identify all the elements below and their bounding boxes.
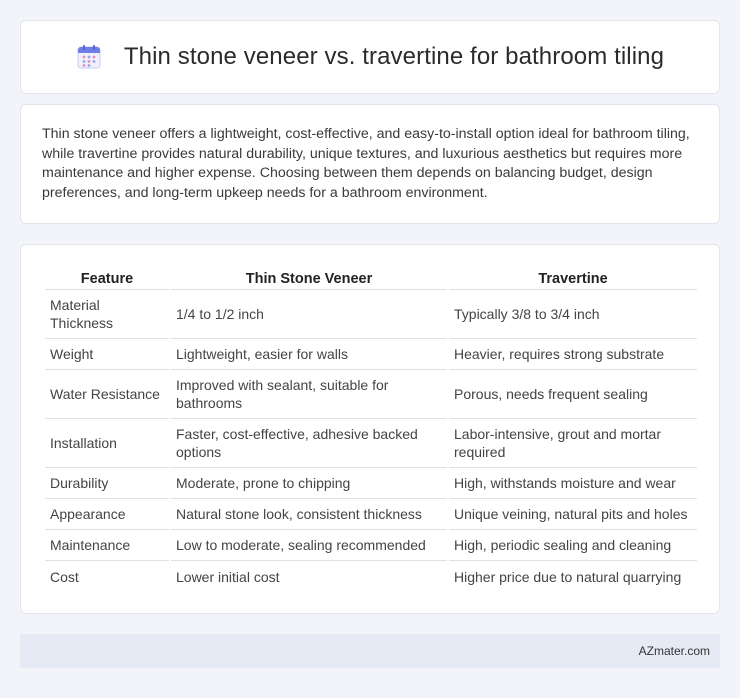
travertine-cell: Higher price due to natural quarrying — [454, 568, 682, 585]
travertine-cell: Porous, needs frequent sealing — [449, 370, 697, 419]
table-row — [45, 530, 697, 561]
feature-cell: Appearance — [45, 499, 169, 530]
veneer-cell: Natural stone look, consistent thickness — [171, 499, 447, 530]
table-row — [45, 499, 697, 530]
travertine-cell: High, withstands moisture and wear — [449, 468, 697, 499]
veneer-cell: Improved with sealant, suitable for bathrooms — [171, 370, 447, 419]
table-row — [45, 468, 697, 499]
feature-cell: Material Thickness — [45, 290, 169, 339]
feature-cell: Cost — [50, 568, 79, 585]
veneer-cell: Lightweight, easier for walls — [171, 339, 447, 370]
travertine-cell: Labor-intensive, grout and mortar required — [449, 419, 697, 468]
feature-cell: Water Resistance — [45, 370, 169, 419]
comparison-table — [43, 266, 699, 592]
veneer-cell: Low to moderate, sealing recommended — [171, 530, 447, 561]
travertine-cell: High, periodic sealing and cleaning — [449, 530, 697, 561]
table-row — [45, 370, 697, 419]
travertine-cell: Heavier, requires strong substrate — [449, 339, 697, 370]
feature-cell: Maintenance — [45, 530, 169, 561]
header-thin-stone-veneer: Thin Stone Veneer — [171, 266, 447, 290]
footer — [20, 634, 720, 668]
table-row — [45, 290, 697, 339]
veneer-cell: 1/4 to 1/2 inch — [171, 290, 447, 339]
comparison-table-card — [20, 244, 720, 614]
summary-text: Thin stone veneer offers a lightweight, cost-effective, and easy-to-install option ideal for bathroom tiling, while travertine provides natural durability, unique textures, and luxurious aesthetics but requires more maintenance and higher expense. Choosing between them depends on balancing budget, design preferences, and long-term upkeep needs for a bathroom environment. — [42, 126, 690, 201]
header-feature: Feature — [45, 266, 169, 290]
summary-card — [20, 104, 720, 224]
table-row — [45, 561, 697, 592]
calendar-icon — [76, 44, 102, 70]
table-header-row — [45, 266, 697, 290]
page-title: Thin stone veneer vs. travertine for bathroom tiling — [123, 43, 665, 70]
footer-brand: AZmater.com — [638, 644, 710, 658]
table-row — [45, 419, 697, 468]
table-row — [45, 339, 697, 370]
travertine-cell: Unique veining, natural pits and holes — [449, 499, 697, 530]
title-card — [20, 20, 720, 94]
travertine-cell: Typically 3/8 to 3/4 inch — [449, 290, 697, 339]
feature-cell: Installation — [45, 419, 169, 468]
feature-cell: Durability — [45, 468, 169, 499]
feature-cell: Weight — [45, 339, 169, 370]
veneer-cell: Faster, cost-effective, adhesive backed options — [171, 419, 447, 468]
header-travertine: Travertine — [449, 266, 697, 290]
veneer-cell: Moderate, prone to chipping — [171, 468, 447, 499]
veneer-cell: Lower initial cost — [176, 568, 280, 585]
